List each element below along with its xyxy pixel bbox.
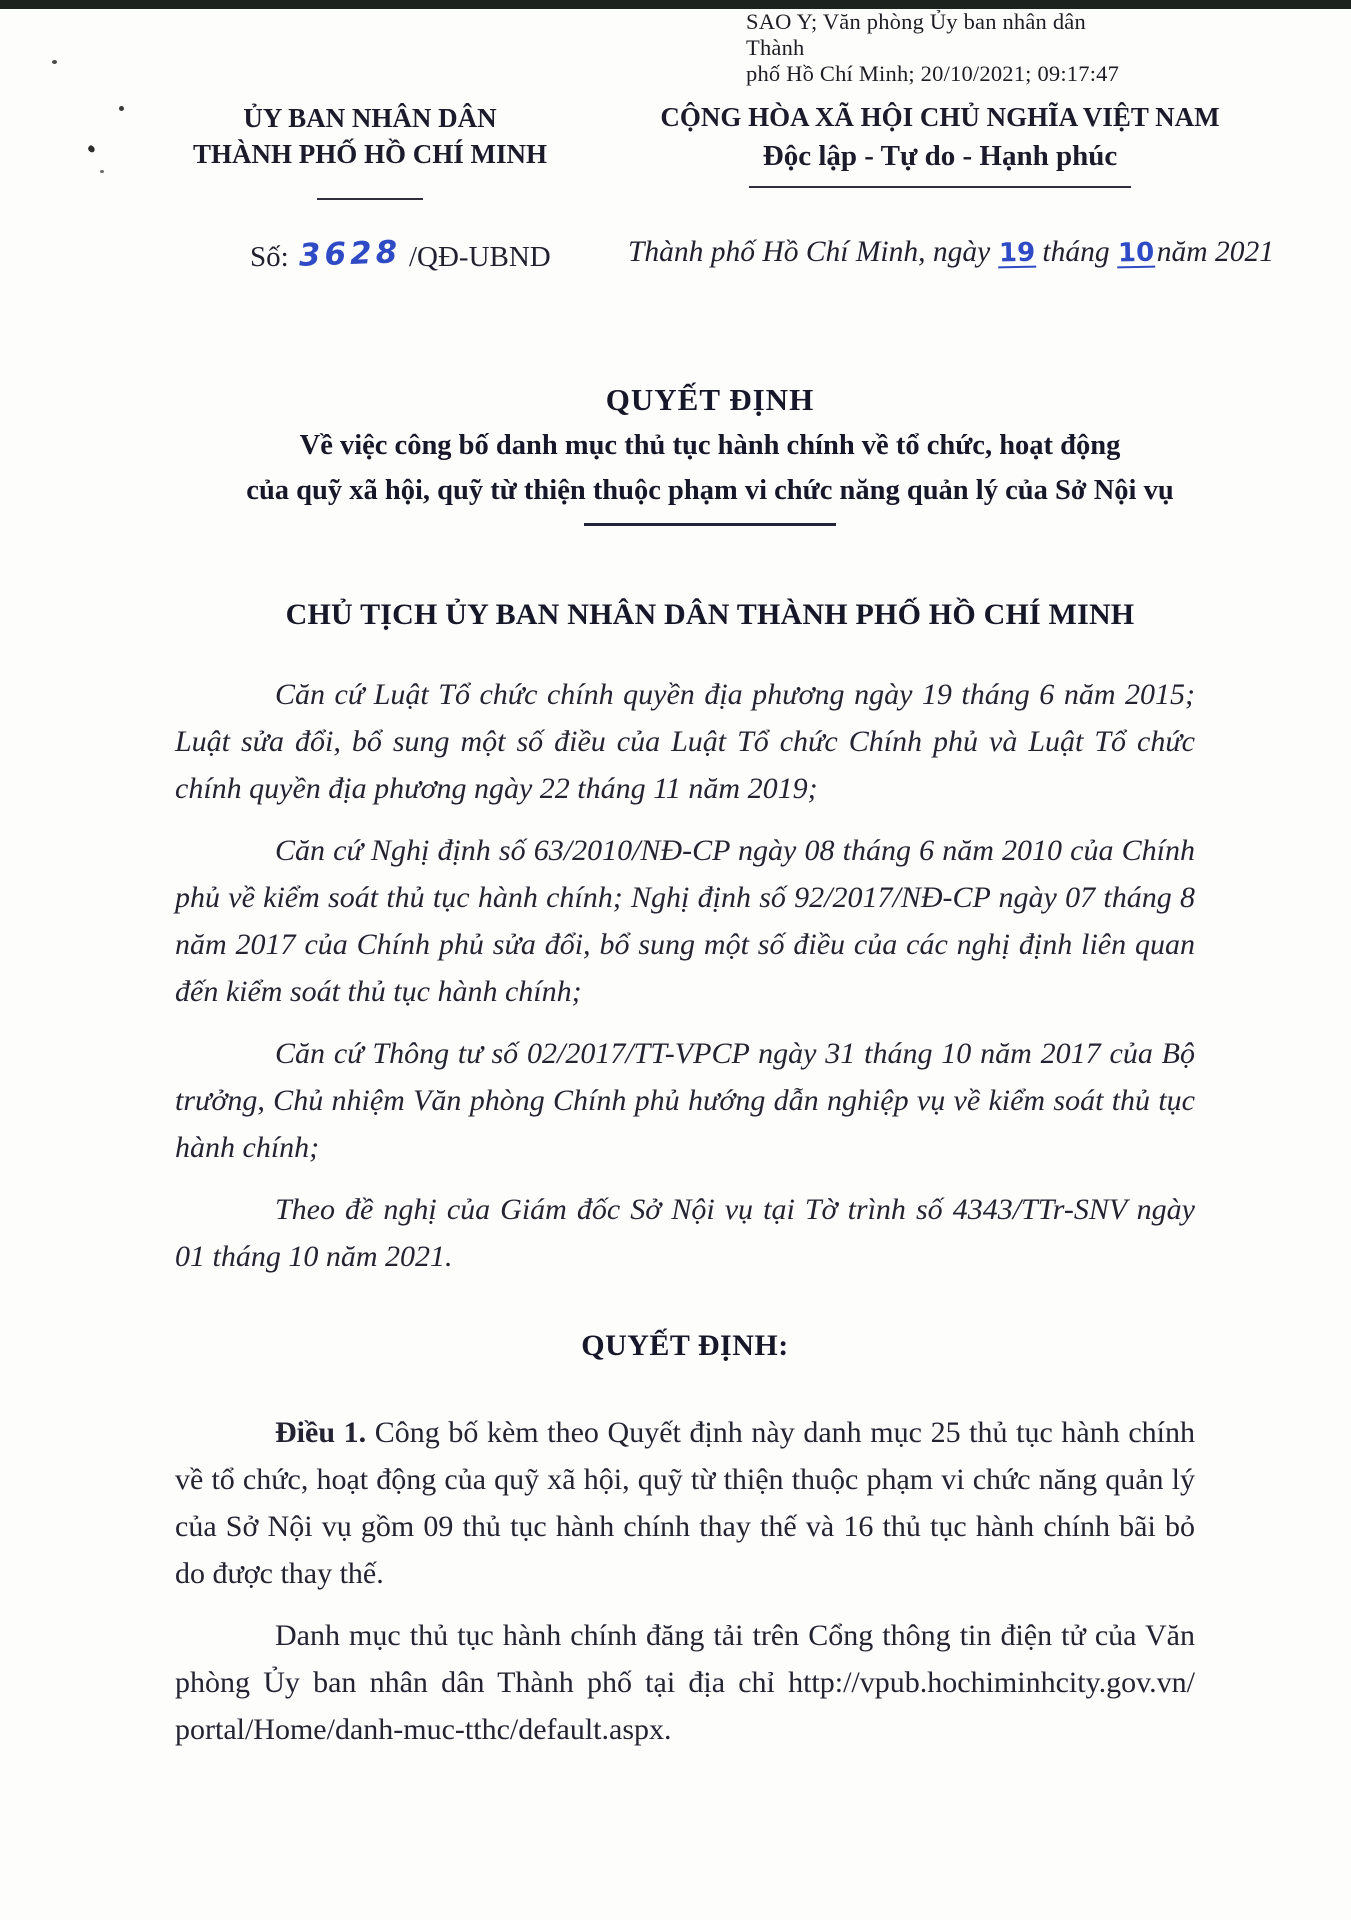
- copy-certification-stamp: [746, 9, 1126, 87]
- title-underline: [584, 523, 836, 526]
- national-motto-underline: [749, 186, 1131, 188]
- scan-speck: [52, 60, 57, 64]
- place-date-mid: tháng: [1042, 236, 1110, 268]
- preamble-paragraph: Căn cứ Nghị định số 63/2010/NĐ-CP ngày 08 tháng 6 năm 2010 của Chính phủ về kiểm soát thủ tục hành chính; Nghị định số 92/2017/NĐ-CP ngày 07 tháng 8 năm 2017 của Chính phủ sửa đổi, bổ sung một số điều của các nghị định liên quan đến kiểm soát thủ tục hành chính;: [175, 834, 1195, 1008]
- document-number-line: [250, 234, 551, 274]
- issuing-agency-underline: [317, 198, 423, 200]
- document-title-block: [180, 381, 1240, 526]
- place-date-suffix: năm 2021: [1156, 236, 1274, 268]
- national-motto: Độc lập - Tự do - Hạnh phúc: [762, 140, 1118, 172]
- scan-edge-bar: [0, 0, 1351, 9]
- national-motto-header: [610, 100, 1270, 188]
- scan-speck: [100, 170, 104, 173]
- scan-speck: [119, 106, 124, 111]
- place-date-line: [628, 236, 1274, 269]
- article-1-paragraph: [175, 1409, 1195, 1597]
- article-1-label: Điều 1.: [275, 1416, 367, 1449]
- document-subtitle-line1: Về việc công bố danh mục thủ tục hành chính về tổ chức, hoạt động: [299, 430, 1121, 461]
- place-date-prefix: Thành phố Hồ Chí Minh, ngày: [628, 236, 991, 268]
- document-number-handwritten: 3628: [298, 234, 402, 274]
- publish-location-paragraph: Danh mục thủ tục hành chính đăng tải trên Cổng thông tin điện tử của Văn phòng Ủy ban nhân dân Thành phố tại địa chỉ http://vpub.hochiminhcity.gov.vn/ portal/Home/danh-muc-tthc/default.aspx.: [175, 1619, 1195, 1746]
- national-title: CỘNG HÒA XÃ HỘI CHỦ NGHĨA VIỆT NAM: [660, 102, 1220, 132]
- document-body: [175, 671, 1195, 1768]
- document-number-label: Số:: [250, 241, 289, 273]
- issuing-agency-line1: ỦY BAN NHÂN DÂN: [243, 103, 497, 133]
- copy-stamp-line2: phố Hồ Chí Minh; 20/10/2021; 09:17:47: [746, 61, 1120, 86]
- preamble-paragraph: Căn cứ Thông tư số 02/2017/TT-VPCP ngày 31 tháng 10 năm 2017 của Bộ trưởng, Chủ nhiệm Văn phòng Chính phủ hướng dẫn nghiệp vụ về kiểm soát thủ tục hành chính;: [175, 1037, 1195, 1164]
- issuing-agency-line2: THÀNH PHỐ HỒ CHÍ MINH: [192, 139, 547, 169]
- issuing-agency-header: [150, 100, 590, 200]
- article-1-text: Công bố kèm theo Quyết định này danh mục 25 thủ tục hành chính về tổ chức, hoạt động của quỹ xã hội, quỹ từ thiện thuộc phạm vi chức năng quản lý của Sở Nội vụ gồm 09 thủ tục hành chính thay thế và 16 thủ tục hành chính bãi bỏ do được thay thế.: [175, 1416, 1195, 1590]
- document-subtitle: [180, 423, 1240, 513]
- preamble-paragraph: Theo đề nghị của Giám đốc Sở Nội vụ tại Tờ trình số 4343/TTr-SNV ngày 01 tháng 10 năm 2021.: [175, 1193, 1195, 1273]
- issuer-heading: CHỦ TỊCH ỦY BAN NHÂN DÂN THÀNH PHỐ HỒ CHÍ MINH: [285, 598, 1135, 631]
- decision-heading: QUYẾT ĐỊNH:: [581, 1329, 789, 1362]
- preamble-paragraph: Căn cứ Luật Tổ chức chính quyền địa phương ngày 19 tháng 6 năm 2015; Luật sửa đổi, bổ sung một số điều của Luật Tổ chức Chính phủ và Luật Tổ chức chính quyền địa phương ngày 22 tháng 11 năm 2019;: [175, 678, 1195, 805]
- document-title: QUYẾT ĐỊNH: [605, 382, 815, 417]
- date-month-handwritten: 10: [1117, 237, 1155, 269]
- copy-stamp-line1: SAO Y; Văn phòng Ủy ban nhân dân Thành: [746, 9, 1086, 60]
- scan-speck: [87, 144, 96, 153]
- document-subtitle-line2: của quỹ xã hội, quỹ từ thiện thuộc phạm vi chức năng quản lý của Sở Nội vụ: [246, 475, 1174, 506]
- date-day-handwritten: 19: [998, 237, 1036, 269]
- document-number-suffix: /QĐ-UBND: [408, 241, 551, 273]
